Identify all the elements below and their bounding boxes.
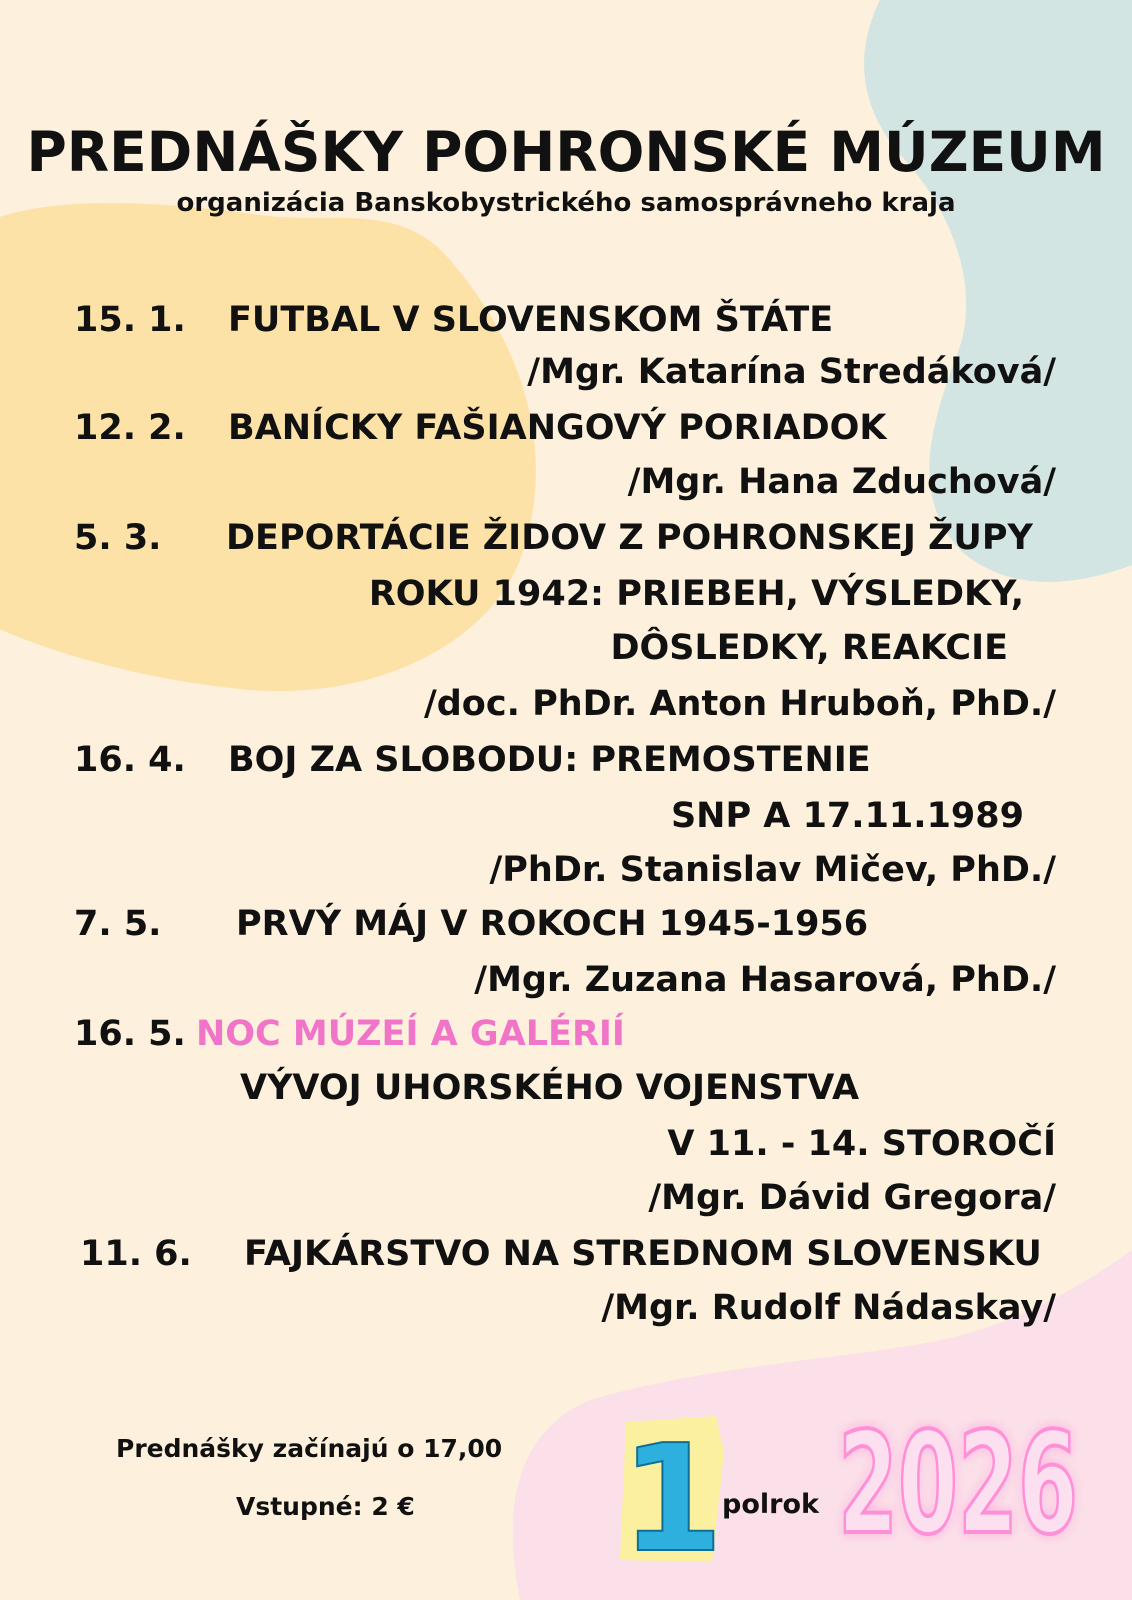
lecture-date: 5. 3.: [74, 518, 162, 558]
lecture-title-line: SNP A 17.11.1989: [670, 796, 1024, 836]
lecture-title-line: V 11. - 14. STOROČÍ: [667, 1124, 1056, 1164]
svg-text:1: 1: [620, 1413, 724, 1564]
lecture-date: 12. 2.: [74, 408, 186, 448]
lecture-speaker: /PhDr. Stanislav Mičev, PhD./: [489, 850, 1056, 890]
lecture-speaker: /Mgr. Rudolf Nádaskay/: [601, 1288, 1056, 1328]
lecture-speaker: /doc. PhDr. Anton Hruboň, PhD./: [423, 684, 1056, 724]
lecture-title: VÝVOJ UHORSKÉHO VOJENSTVA: [240, 1068, 860, 1108]
lecture-date: 15. 1.: [74, 300, 186, 340]
lecture-speaker: /Mgr. Hana Zduchová/: [627, 462, 1056, 502]
lecture-title: BOJ ZA SLOBODU: PREMOSTENIE: [228, 740, 871, 780]
lecture-date: 16. 5.: [74, 1014, 186, 1054]
lecture-title: PRVÝ MÁJ V ROKOCH 1945-1956: [236, 904, 869, 944]
year-neon: [832, 1410, 1087, 1550]
lecture-speaker: /Mgr. Zuzana Hasarová, PhD./: [474, 960, 1056, 1000]
svg-text:2026: 2026: [838, 1410, 1078, 1550]
lecture-date: 7. 5.: [74, 904, 162, 944]
entry-fee-text: Vstupné: 2 €: [236, 1492, 415, 1521]
half-year-label: polrok: [722, 1489, 819, 1520]
lecture-title: FAJKÁRSTVO NA STREDNOM SLOVENSKU: [244, 1234, 1042, 1274]
lecture-date: 16. 4.: [74, 740, 186, 780]
lecture-speaker: /Mgr. Dávid Gregora/: [648, 1178, 1056, 1218]
lecture-speaker: /Mgr. Katarína Stredáková/: [527, 352, 1056, 392]
lecture-title: BANÍCKY FAŠIANGOVÝ PORIADOK: [228, 408, 887, 448]
half-year-number: [612, 1412, 730, 1564]
event-highlight: NOC MÚZEÍ A GALÉRIÍ: [196, 1014, 625, 1054]
page-subtitle: organizácia Banskobystrického samosprávneho kraja: [176, 188, 956, 218]
page-title: PREDNÁŠKY POHRONSKÉ MÚZEUM: [26, 120, 1106, 184]
lecture-title: DEPORTÁCIE ŽIDOV Z POHRONSKEJ ŽUPY: [226, 518, 1033, 558]
lecture-title: FUTBAL V SLOVENSKOM ŠTÁTE: [228, 300, 834, 340]
lecture-date: 11. 6.: [80, 1234, 192, 1274]
lecture-title-line: DÔSLEDKY, REAKCIE: [610, 628, 1008, 668]
lecture-title-line: ROKU 1942: PRIEBEH, VÝSLEDKY,: [368, 574, 1024, 614]
start-time-text: Prednášky začínajú o 17,00: [116, 1434, 503, 1463]
